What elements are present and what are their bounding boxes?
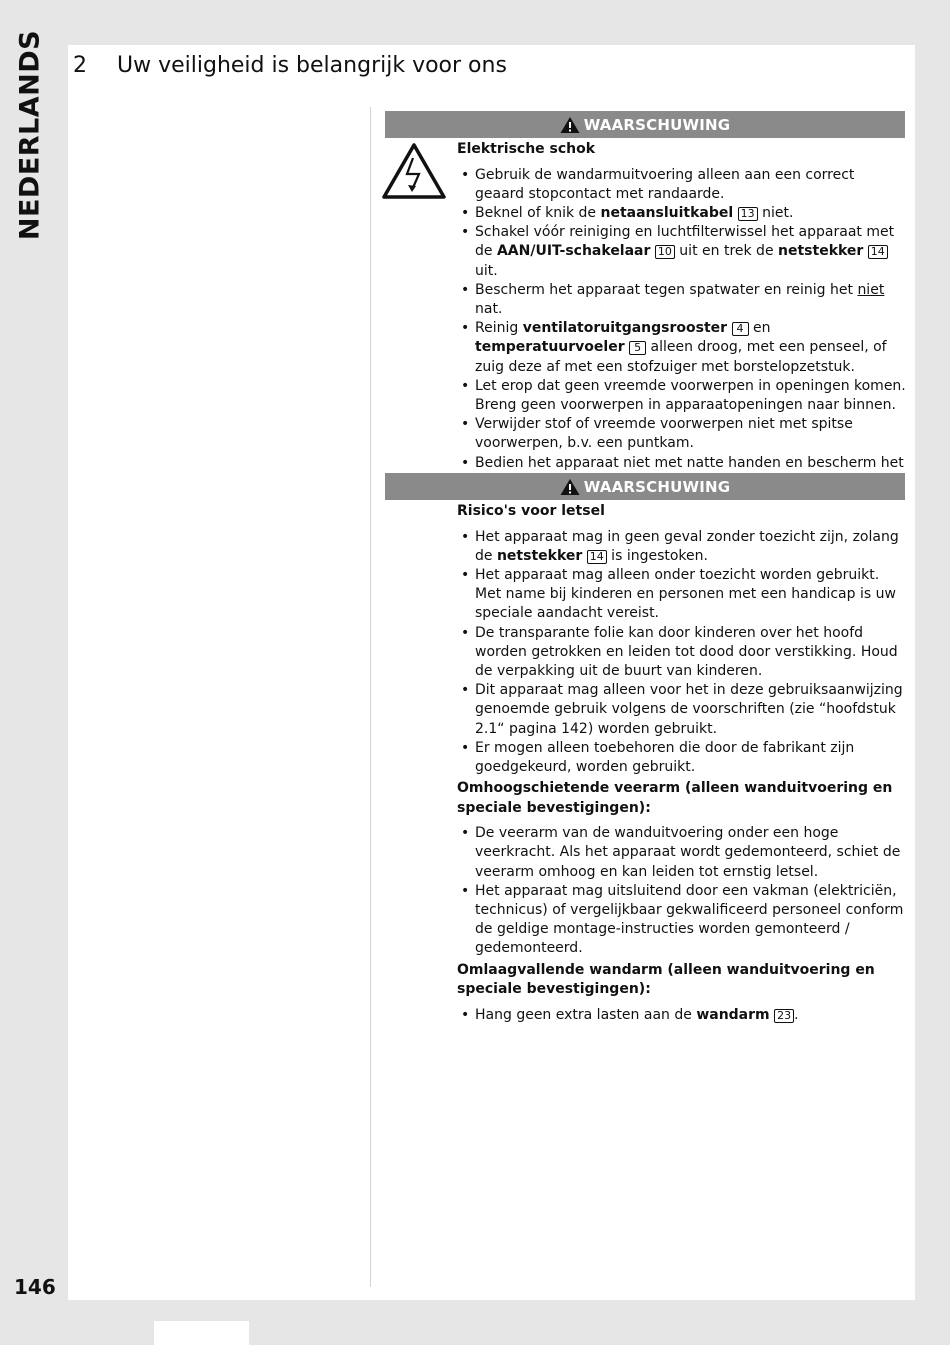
language-tab-label: NEDERLANDS [14, 29, 46, 241]
list-item: • Hang geen extra lasten aan de wandarm 23 . [457, 1006, 907, 1025]
list-item: • Het apparaat mag alleen onder toezicht worden gebruikt. Met name bij kinderen en personen met een handicap is uw speciale aandacht vereist. [457, 566, 907, 624]
warning-subtitle: Elektrische schok [457, 141, 596, 157]
warning-bar-injury [385, 473, 905, 500]
wall-arm-subtitle: Omlaagvallende wandarm (alleen wanduitvoering en speciale bevestigingen): [457, 961, 875, 998]
list-item: • De transparante folie kan door kinderen over het hoofd worden getrokken en leiden tot dood door verstikking. Houd de verpakking uit de buurt van kinderen. [457, 624, 907, 682]
part-reference: 5 [629, 341, 646, 355]
list-item: • Reinig ventilatoruitgangsrooster 4 en temperatuurvoeler 5 alleen droog, met een penseel, of zuig deze af met een stofzuiger met borstelopzetstuk. [457, 319, 907, 377]
list-item: • Bescherm het apparaat tegen spatwater en reinig het niet nat. [457, 281, 907, 319]
list-item: • Verwijder stof of vreemde voorwerpen niet met spitse voorwerpen, b.v. een puntkam. [457, 415, 907, 453]
column-divider [370, 107, 371, 1287]
bottom-strip [154, 1321, 249, 1345]
list-item: • Er mogen alleen toebehoren die door de fabrikant zijn goedgekeurd, worden gebruikt. [457, 739, 907, 777]
list-item: • Schakel vóór reiniging en luchtfilterwissel het apparaat met de AAN/UIT-schakelaar 10 uit en trek de netstekker 14 uit. [457, 223, 907, 281]
warning-triangle-icon [560, 478, 580, 496]
part-reference: 14 [868, 245, 888, 259]
list-item: • Het apparaat mag in geen geval zonder toezicht zijn, zolang de netstekker 14 is ingestoken. [457, 528, 907, 566]
warning-label: WAARSCHUWING [583, 115, 731, 134]
warning-bar-electric [385, 111, 905, 138]
list-item: • Gebruik de wandarmuitvoering alleen aan een correct geaard stopcontact met randaarde. [457, 166, 907, 204]
section-number: 2 [73, 53, 87, 78]
list-item: • Dit apparaat mag alleen voor het in deze gebruiksaanwijzing genoemde gebruik volgens de voorschriften (zie “hoofdstuk 2.1“ pagina 142) worden gebruikt. [457, 681, 907, 739]
list-item: • Bedien het apparaat niet met natte handen en bescherm het [457, 454, 907, 492]
part-reference: 10 [655, 245, 675, 259]
list-item: • De veerarm van de wanduitvoering onder een hoge veerkracht. Als het apparaat wordt gedemonteerd, schiet de veerarm omhoog en kan leiden tot ernstig letsel. [457, 824, 907, 882]
warning-triangle-icon [560, 116, 580, 134]
warning-label: WAARSCHUWING [583, 477, 731, 496]
section-title: Uw veiligheid is belangrijk voor ons [117, 53, 507, 78]
part-reference: 13 [738, 207, 758, 221]
electric-shock-section [457, 140, 907, 492]
list-item: • Het apparaat mag uitsluitend door een vakman (elektriciën, technicus) of vergelijkbaar gekwalificeerd personeel conform de geldige montage-instructies worden gemonteerd / gedemonteerd. [457, 882, 907, 959]
part-reference: 4 [732, 322, 749, 336]
warning-subtitle: Risico's voor letsel [457, 503, 605, 519]
spring-arm-list [457, 824, 907, 958]
part-reference: 14 [587, 550, 607, 564]
spring-arm-subtitle: Omhoogschietende veerarm (alleen wanduitvoering en speciale bevestigingen): [457, 780, 893, 816]
injury-list [457, 528, 907, 778]
injury-section [457, 502, 907, 1025]
electric-shock-list [457, 166, 907, 492]
document-page [68, 45, 915, 1300]
part-reference: 23 [774, 1009, 794, 1023]
list-item: • Beknel of knik de netaansluitkabel 13 niet. [457, 204, 907, 223]
section-heading [73, 53, 507, 78]
language-side-tab [10, 29, 50, 241]
wall-arm-list [457, 1006, 907, 1025]
electric-shock-warning-icon [381, 141, 447, 201]
list-item: • Let erop dat geen vreemde voorwerpen in openingen komen. Breng geen voorwerpen in apparaatopeningen naar binnen. [457, 377, 907, 415]
page-number: 146 [14, 1275, 56, 1299]
